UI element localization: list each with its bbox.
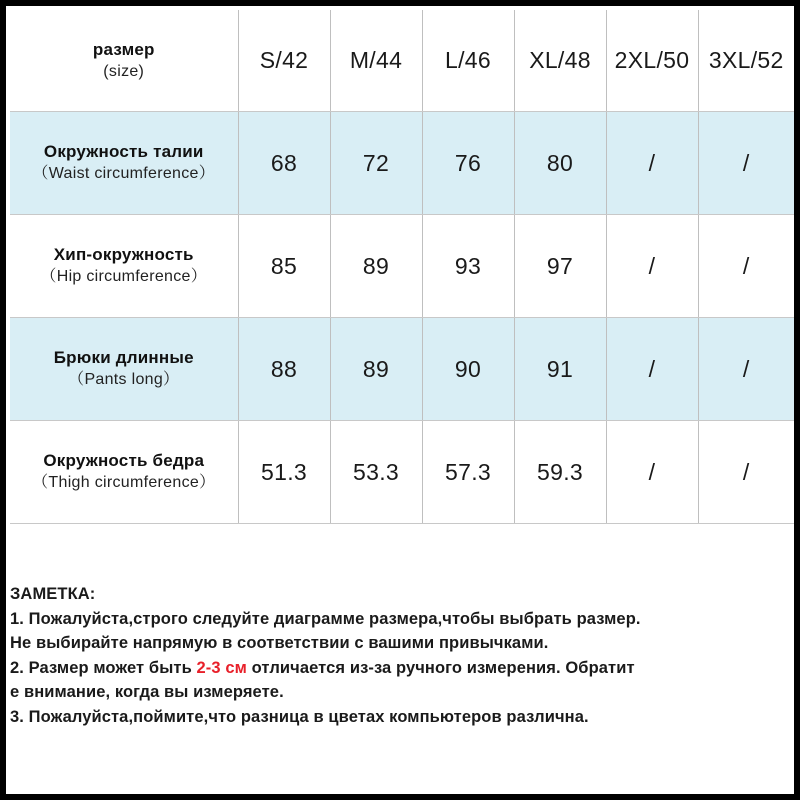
table-cell: / <box>698 215 794 318</box>
row-label-ru: Брюки длинные <box>53 348 194 367</box>
table-cell: 76 <box>422 112 514 215</box>
table-cell: / <box>606 215 698 318</box>
note-highlight-range: 2-3 см <box>196 658 247 677</box>
header-label-cell <box>10 10 238 112</box>
header-size-2xl: 2XL/50 <box>606 10 698 112</box>
table-cell: 97 <box>514 215 606 318</box>
size-table <box>10 10 794 524</box>
row-label-cell <box>10 318 238 421</box>
table-cell: 72 <box>330 112 422 215</box>
row-label-cell <box>10 421 238 524</box>
note-line-3 <box>10 656 792 681</box>
note-line-3-start: 2. Размер может быть <box>10 658 197 677</box>
table-cell: / <box>606 318 698 421</box>
note-line-1: 1. Пожалуйста,строго следуйте диаграмме размера,чтобы выбрать размер. <box>10 609 641 628</box>
table-header-row <box>10 10 794 112</box>
table-cell: / <box>698 112 794 215</box>
header-size-3xl: 3XL/52 <box>698 10 794 112</box>
note-line-5: 3. Пожалуйста,поймите,что разница в цветах компьютеров различна. <box>10 707 589 726</box>
table-cell: / <box>698 318 794 421</box>
table-row-hip <box>10 215 794 318</box>
row-label-en: （Waist circumference） <box>32 165 216 182</box>
row-label-en: （Pants long） <box>68 371 180 388</box>
row-label-ru: Хип-окружность <box>53 245 194 264</box>
row-label-en: （Thigh circumference） <box>32 474 216 491</box>
table-cell: / <box>606 112 698 215</box>
table-cell: 90 <box>422 318 514 421</box>
notes-section <box>10 582 792 729</box>
table-row-thigh <box>10 421 794 524</box>
table-cell: 93 <box>422 215 514 318</box>
header-label-en: (size) <box>103 62 145 80</box>
header-size-m: M/44 <box>330 10 422 112</box>
table-cell: 53.3 <box>330 421 422 524</box>
table-cell: / <box>606 421 698 524</box>
size-chart-image <box>6 6 794 794</box>
header-size-xl: XL/48 <box>514 10 606 112</box>
table-cell: 51.3 <box>238 421 330 524</box>
table-row-waist <box>10 112 794 215</box>
table-cell: 88 <box>238 318 330 421</box>
table-cell: 85 <box>238 215 330 318</box>
note-line-4: е внимание, когда вы измеряете. <box>10 683 284 701</box>
table-cell: / <box>698 421 794 524</box>
table-cell: 57.3 <box>422 421 514 524</box>
row-label-cell <box>10 215 238 318</box>
notes-title: ЗАМЕТКА: <box>10 585 96 603</box>
row-label-cell <box>10 112 238 215</box>
table-cell: 59.3 <box>514 421 606 524</box>
row-label-ru: Окружность бедра <box>43 451 205 470</box>
table-cell: 89 <box>330 318 422 421</box>
row-label-en: （Hip circumference） <box>40 268 208 285</box>
table-cell: 89 <box>330 215 422 318</box>
table-cell: 91 <box>514 318 606 421</box>
table-row-pants-long <box>10 318 794 421</box>
table-cell: 80 <box>514 112 606 215</box>
note-line-2: Не выбирайте напрямую в соответствии с вашими привычками. <box>10 634 549 652</box>
note-line-3-end: отличается из-за ручного измерения. Обратит <box>246 658 635 677</box>
table-cell: 68 <box>238 112 330 215</box>
header-label-ru: размер <box>92 39 155 59</box>
header-size-l: L/46 <box>422 10 514 112</box>
header-size-s: S/42 <box>238 10 330 112</box>
row-label-ru: Окружность талии <box>43 142 204 161</box>
